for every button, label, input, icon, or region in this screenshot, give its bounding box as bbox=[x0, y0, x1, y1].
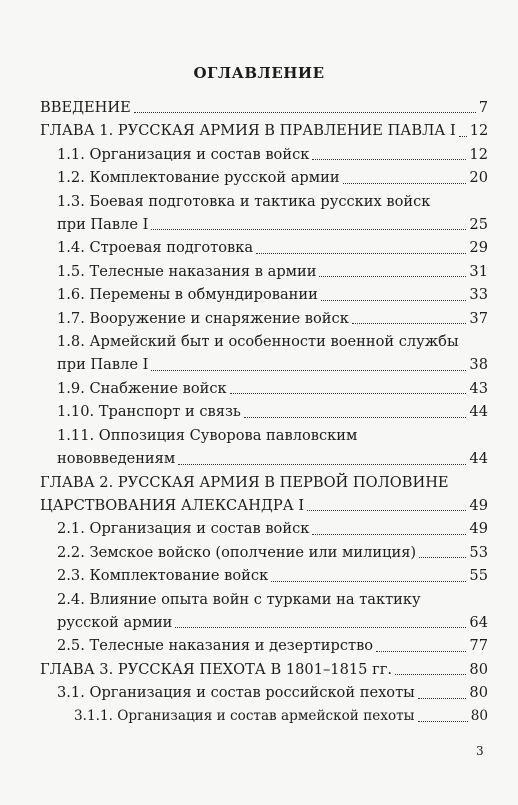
toc-entry-page: 33 bbox=[469, 286, 488, 304]
toc-entry-title: 1.2. Комплектование русской армии bbox=[57, 169, 340, 187]
toc-entry-title-line: 1.3. Боевая подготовка и тактика русских войск bbox=[57, 192, 431, 210]
page-number: 3 bbox=[476, 744, 484, 758]
toc-entry bbox=[40, 634, 488, 657]
toc-entry bbox=[40, 400, 488, 423]
toc-entry-title: 2.1. Организация и состав войск bbox=[57, 520, 310, 538]
toc-entry-title: 1.10. Транспорт и связь bbox=[57, 403, 241, 421]
toc-entry-title-line: 2.4. Влияние опыта войн с турками на тактику bbox=[57, 590, 421, 608]
toc-entry-title: нововведениям bbox=[57, 450, 176, 468]
dot-leader bbox=[230, 393, 467, 394]
table-of-contents bbox=[40, 96, 488, 728]
toc-entry-page: 38 bbox=[469, 356, 488, 374]
toc-entry bbox=[40, 377, 488, 400]
dot-leader bbox=[175, 627, 466, 628]
toc-entry bbox=[40, 471, 488, 518]
toc-entry-page: 49 bbox=[469, 496, 488, 514]
dot-leader bbox=[343, 183, 467, 184]
toc-entry bbox=[40, 260, 488, 283]
dot-leader bbox=[256, 253, 466, 254]
toc-entry bbox=[40, 705, 488, 728]
toc-entry-title: 1.5. Телесные наказания в армии bbox=[57, 262, 317, 280]
dot-leader bbox=[376, 651, 466, 652]
toc-entry bbox=[40, 588, 488, 635]
dot-leader bbox=[307, 510, 466, 511]
toc-entry bbox=[40, 517, 488, 540]
toc-entry-title: ГЛАВА 1. РУССКАЯ АРМИЯ В ПРАВЛЕНИЕ ПАВЛА I bbox=[40, 122, 456, 140]
toc-entry-title: 1.9. Снабжение войск bbox=[57, 379, 227, 397]
toc-entry bbox=[40, 236, 488, 259]
toc-entry-page: 80 bbox=[469, 684, 488, 702]
dot-leader bbox=[321, 300, 467, 301]
toc-entry-title-line: 1.8. Армейский быт и особенности военной службы bbox=[57, 333, 459, 351]
toc-entry-title: ВВЕДЕНИЕ bbox=[40, 99, 131, 116]
toc-entry-title: 1.1. Организация и состав войск bbox=[57, 145, 310, 163]
toc-entry-title: при Павле I bbox=[57, 216, 149, 234]
toc-entry-page: 12 bbox=[469, 145, 488, 163]
toc-entry-title: 2.5. Телесные наказания и дезертирство bbox=[57, 637, 374, 655]
dot-leader bbox=[312, 159, 466, 160]
toc-entry-title: ГЛАВА 3. РУССКАЯ ПЕХОТА В 1801–1815 гг. bbox=[40, 660, 393, 678]
toc-entry-title: 3.1.1. Организация и состав армейской пехоты bbox=[74, 707, 415, 724]
toc-entry-page: 37 bbox=[469, 309, 488, 327]
toc-entry bbox=[40, 119, 488, 142]
toc-entry bbox=[40, 190, 488, 237]
toc-entry-page: 31 bbox=[469, 262, 488, 280]
toc-entry bbox=[40, 166, 488, 189]
toc-entry bbox=[40, 564, 488, 587]
toc-entry-title: при Павле I bbox=[57, 356, 149, 374]
dot-leader bbox=[271, 581, 466, 582]
dot-leader bbox=[151, 229, 466, 230]
toc-entry-title: 2.2. Земское войско (ополчение или милиция) bbox=[57, 543, 417, 561]
dot-leader bbox=[178, 464, 466, 465]
dot-leader bbox=[352, 323, 467, 324]
toc-entry-page: 7 bbox=[478, 99, 488, 116]
toc-entry-page: 55 bbox=[469, 567, 488, 585]
dot-leader bbox=[312, 534, 466, 535]
toc-entry-title: 1.4. Строевая подготовка bbox=[57, 239, 254, 257]
toc-entry-title: ЦАРСТВОВАНИЯ АЛЕКСАНДРА I bbox=[40, 496, 305, 514]
dot-leader bbox=[319, 276, 466, 277]
dot-leader bbox=[395, 674, 466, 675]
toc-entry-page: 25 bbox=[469, 216, 488, 234]
toc-entry bbox=[40, 96, 488, 119]
toc-entry bbox=[40, 424, 488, 471]
toc-entry-page: 43 bbox=[469, 379, 488, 397]
toc-entry-title: русской армии bbox=[57, 613, 173, 631]
toc-entry-page: 80 bbox=[470, 707, 488, 724]
toc-entry-page: 64 bbox=[469, 613, 488, 631]
toc-entry bbox=[40, 330, 488, 377]
dot-leader bbox=[134, 112, 476, 113]
dot-leader bbox=[419, 557, 466, 558]
toc-entry bbox=[40, 541, 488, 564]
toc-entry-title: 1.6. Перемены в обмундировании bbox=[57, 286, 318, 304]
toc-entry-title: 2.3. Комплектование войск bbox=[57, 567, 269, 585]
toc-entry-title: 3.1. Организация и состав российской пехоты bbox=[57, 684, 415, 702]
dot-leader bbox=[459, 136, 467, 137]
dot-leader bbox=[418, 721, 468, 722]
toc-entry-page: 80 bbox=[469, 660, 488, 678]
toc-entry-page: 53 bbox=[469, 543, 488, 561]
toc-heading: ОГЛАВЛЕНИЕ bbox=[193, 64, 325, 82]
toc-entry-page: 20 bbox=[469, 169, 488, 187]
toc-entry-page: 44 bbox=[469, 403, 488, 421]
toc-entry-page: 49 bbox=[469, 520, 488, 538]
toc-entry-page: 77 bbox=[469, 637, 488, 655]
toc-entry-title: 1.7. Вооружение и снаряжение войск bbox=[57, 309, 349, 327]
toc-entry bbox=[40, 307, 488, 330]
toc-entry-title-line: ГЛАВА 2. РУССКАЯ АРМИЯ В ПЕРВОЙ ПОЛОВИНЕ bbox=[40, 473, 449, 491]
toc-entry-title-line: 1.11. Оппозиция Суворова павловским bbox=[57, 426, 358, 444]
toc-entry bbox=[40, 681, 488, 704]
toc-entry-page: 29 bbox=[469, 239, 488, 257]
dot-leader bbox=[418, 698, 467, 699]
dot-leader bbox=[244, 417, 467, 418]
toc-entry-page: 12 bbox=[469, 122, 489, 140]
toc-entry-page: 44 bbox=[469, 450, 488, 468]
toc-entry bbox=[40, 283, 488, 306]
toc-entry bbox=[40, 143, 488, 166]
dot-leader bbox=[151, 370, 466, 371]
toc-entry bbox=[40, 658, 488, 681]
